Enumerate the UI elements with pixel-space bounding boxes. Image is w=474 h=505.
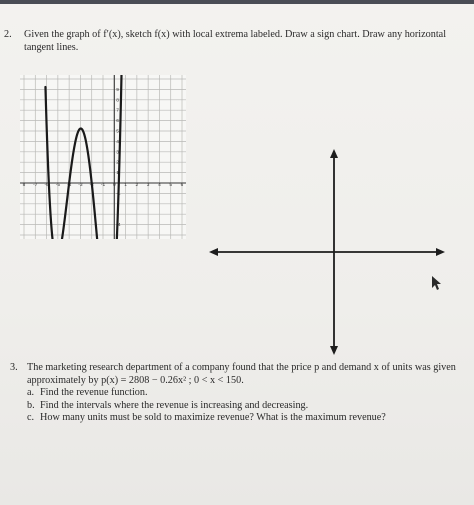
- x-tick-label: 1: [124, 183, 127, 188]
- y-tick-label: 7: [116, 108, 119, 114]
- x-tick-label: -2: [89, 183, 94, 188]
- x-tick-label: 4: [158, 183, 161, 188]
- part-label: a.: [27, 387, 35, 398]
- part-label: b.: [27, 399, 35, 411]
- y-tick-label: -4: [116, 223, 121, 229]
- x-tick-label: -6: [44, 183, 49, 188]
- x-tick-label: 5: [169, 183, 173, 188]
- y-axis-up-arrow: [330, 149, 338, 158]
- part-text: How many units must be sold to maximize revenue? What is the maximum revenue?: [40, 412, 386, 423]
- mouse-cursor-icon: [432, 276, 441, 290]
- question-3-part-a: [27, 387, 465, 400]
- y-tick-label: 1: [116, 171, 119, 177]
- derivative-graph: [20, 75, 186, 239]
- x-tick-label: 0: [112, 183, 116, 188]
- part-label: c.: [27, 412, 35, 423]
- x-tick-label: -7: [33, 183, 38, 188]
- x-tick-label: 8: [22, 183, 26, 188]
- y-tick-label: 2: [116, 160, 119, 166]
- y-tick-label: 8: [116, 98, 119, 104]
- y-tick-label: 9: [116, 87, 119, 93]
- question-2-text: Given the graph of f′(x), sketch f(x) with local extrema labeled. Draw a sign chart. Draw any horizontal tangent lines.: [24, 29, 447, 53]
- worksheet-page: [0, 4, 474, 505]
- y-tick-label: -1: [116, 191, 121, 197]
- y-tick-label: 6: [116, 119, 119, 125]
- part-text: Find the intervals where the revenue is increasing and decreasing.: [40, 399, 309, 411]
- y-axis-down-arrow: [330, 346, 338, 355]
- graph-x-tick-labels: [23, 182, 184, 188]
- question-3-number: 3.: [10, 362, 18, 373]
- x-tick-label: -3: [78, 183, 83, 188]
- y-tick-label: 3: [116, 150, 119, 156]
- question-2: [4, 28, 464, 54]
- question-3-part-b: [27, 400, 465, 413]
- question-2-number: 2.: [4, 29, 12, 40]
- x-tick-label: -1: [100, 183, 106, 188]
- x-tick-label: -4: [67, 183, 72, 188]
- y-tick-label: 4: [116, 139, 119, 145]
- x-axis-left-arrow: [209, 248, 218, 256]
- sign-chart-axes: [207, 149, 447, 359]
- question-3-intro: The marketing research department of a company found that the price p and demand x of units was given approximately by p(x) = 2808 − 0.26x² ; 0 < x < 150.: [27, 362, 456, 386]
- part-text: Find the revenue function.: [40, 387, 148, 398]
- question-3-part-c: [27, 412, 465, 425]
- x-tick-label: -5: [55, 183, 60, 188]
- x-axis-right-arrow: [436, 248, 445, 256]
- y-tick-label: 5: [116, 129, 119, 135]
- x-tick-label: 3: [146, 183, 150, 188]
- x-tick-label: 6: [180, 183, 184, 188]
- question-3: [10, 362, 465, 425]
- x-tick-label: 2: [135, 183, 139, 188]
